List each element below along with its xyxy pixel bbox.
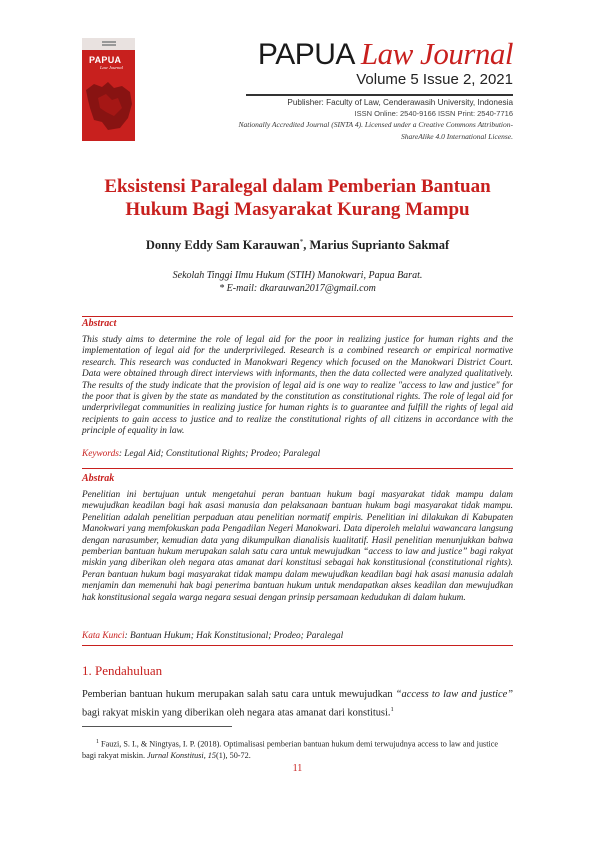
corresponding-email: * E-mail: dkarauwan2017@gmail.com [219, 283, 376, 294]
footnote-rule [82, 726, 232, 727]
cover-title: PAPUA [89, 55, 122, 65]
journal-cover-image [82, 38, 135, 141]
license-note: Nationally Accredited Journal (SINTA 4). Licensed under a Creative Commons Attribution- ShareAlike 4.0 International License. [238, 120, 513, 141]
kata-kunci-line: Kata Kunci: Bantuan Hukum; Hak Konstitusional; Prodeo; Paralegal [82, 631, 344, 641]
article-title: Eksistensi Paralegal dalam Pemberian Bantuan Hukum Bagi Masyarakat Kurang Mampu [104, 176, 491, 220]
affiliation: Sekolah Tinggi Ilmu Hukum (STIH) Manokwari, Papua Barat. * E-mail: dkarauwan2017@gmail.com [172, 270, 423, 294]
footnote-marker[interactable]: 1 [390, 705, 394, 713]
page-number: 11 [292, 763, 303, 774]
intro-paragraph: Pemberian bantuan hukum merupakan salah satu cara untuk mewujudkan “access to law and justice” bagi rakyat miskin yang diberikan oleh negara atas amanat dari konstitusi.$^1$ [82, 689, 513, 718]
abstract-top-rule [82, 316, 513, 317]
footnote-1: $^1$ Fauzi, S. I., & Ningtyas, I. P. (2018). Optimalisasi pemberian bantuan hukum demi terwujudnya access to law and justice bagi rakyat miskin. Jurnal Konstitusi, 15(1), 50-72. [82, 739, 499, 760]
section-heading-pendahuluan: 1. Pendahuluan [82, 663, 163, 678]
abstract-heading: Abstract [82, 318, 117, 329]
abstrak-bottom-rule [82, 645, 513, 646]
abstract-text: This study aims to determine the role of legal aid for the poor in realizing justice for human rights and the implementation of legal aid for the underprivileged. Research is a combined research or empirical normative research. This research was conducted in Manokwari Regency which focused on the Manokwari District Court. Data were obtained through direct interviews with informants, then the data collected were analyzed qualitatively. The results of the study indicate that the provision of legal aid is one way to realize "access to law and justice" for the poor that is given by the state as mandated by the constitution as constitutional rights. The role of legal aid for underprivilegat communities in realizing justice for human rights is to guarantee and fulfill the rights of legal aid recipients to gain access to justice and to realize the constitutional rights of all citizens in accordance with the principle of equality in law. [82, 335, 513, 437]
abstrak-top-rule [82, 468, 513, 469]
volume-issue: Volume 5 Issue 2, 2021 [356, 71, 513, 88]
abstrak-text: Penelitian ini bertujuan untuk mengetahui peran bantuan hukum bagi masyarakat tidak mampu dalam mewujudkan keadilan bagi hak asasi manusia dan pelaksanaan bantuan hukum bagi masyarakat tidak mampu. Penelitian adalah penelitian perpaduan atau penelitian normatif empiris. Penelitian ini dilakukan di Kabupaten Manokwari yang memfokuskan pada Pengadilan Negeri Manokwari. Data diperoleh melalui wawancara langsung dengan narasumber, kemudian data yang dikumpulkan dianalisis kualitatif. Hasil penelitian menunjukkan bahwa pemberian bantuan hukum merupakan salah satu cara untuk mewujudkan “access to law and justice” bagi rakyat miskin yang diberikan oleh negara atas amanat dari konstitusi sebagai hak konstitusional (constitutional rights). Peran bantuan hukum bagi masyarakat tidak mampu dalam mewujudkan keadilan bagi hak asasi manusia adalah menjamin dan memenuhi hak bagi penerima bantuan hukum untuk mendapatkan akses keadilan dan mewujudkan hak konstitusional segala warga negara sesuai dengan prinsip persamaan kedudukan di dalam hukum. [82, 490, 513, 603]
publisher-line: Publisher: Faculty of Law, Cenderawasih University, Indonesia [287, 98, 513, 107]
cover-header-band [82, 38, 135, 50]
author-list: Donny Eddy Sam Karauwan*, Marius Suprianto Sakmaf [145, 238, 450, 253]
cover-subtitle: Law Journal [100, 65, 123, 70]
abstrak-heading: Abstrak [82, 473, 115, 484]
journal-title: PAPUA Law Journal [257, 36, 513, 71]
papua-map-icon [84, 78, 134, 133]
masthead-rule [246, 94, 513, 96]
issn-line: ISSN Online: 2540-9166 ISSN Print: 2540-7716 [354, 109, 513, 118]
keywords-line: Keywords: Legal Aid; Constitutional Rights; Prodeo; Paralegal [82, 449, 321, 459]
